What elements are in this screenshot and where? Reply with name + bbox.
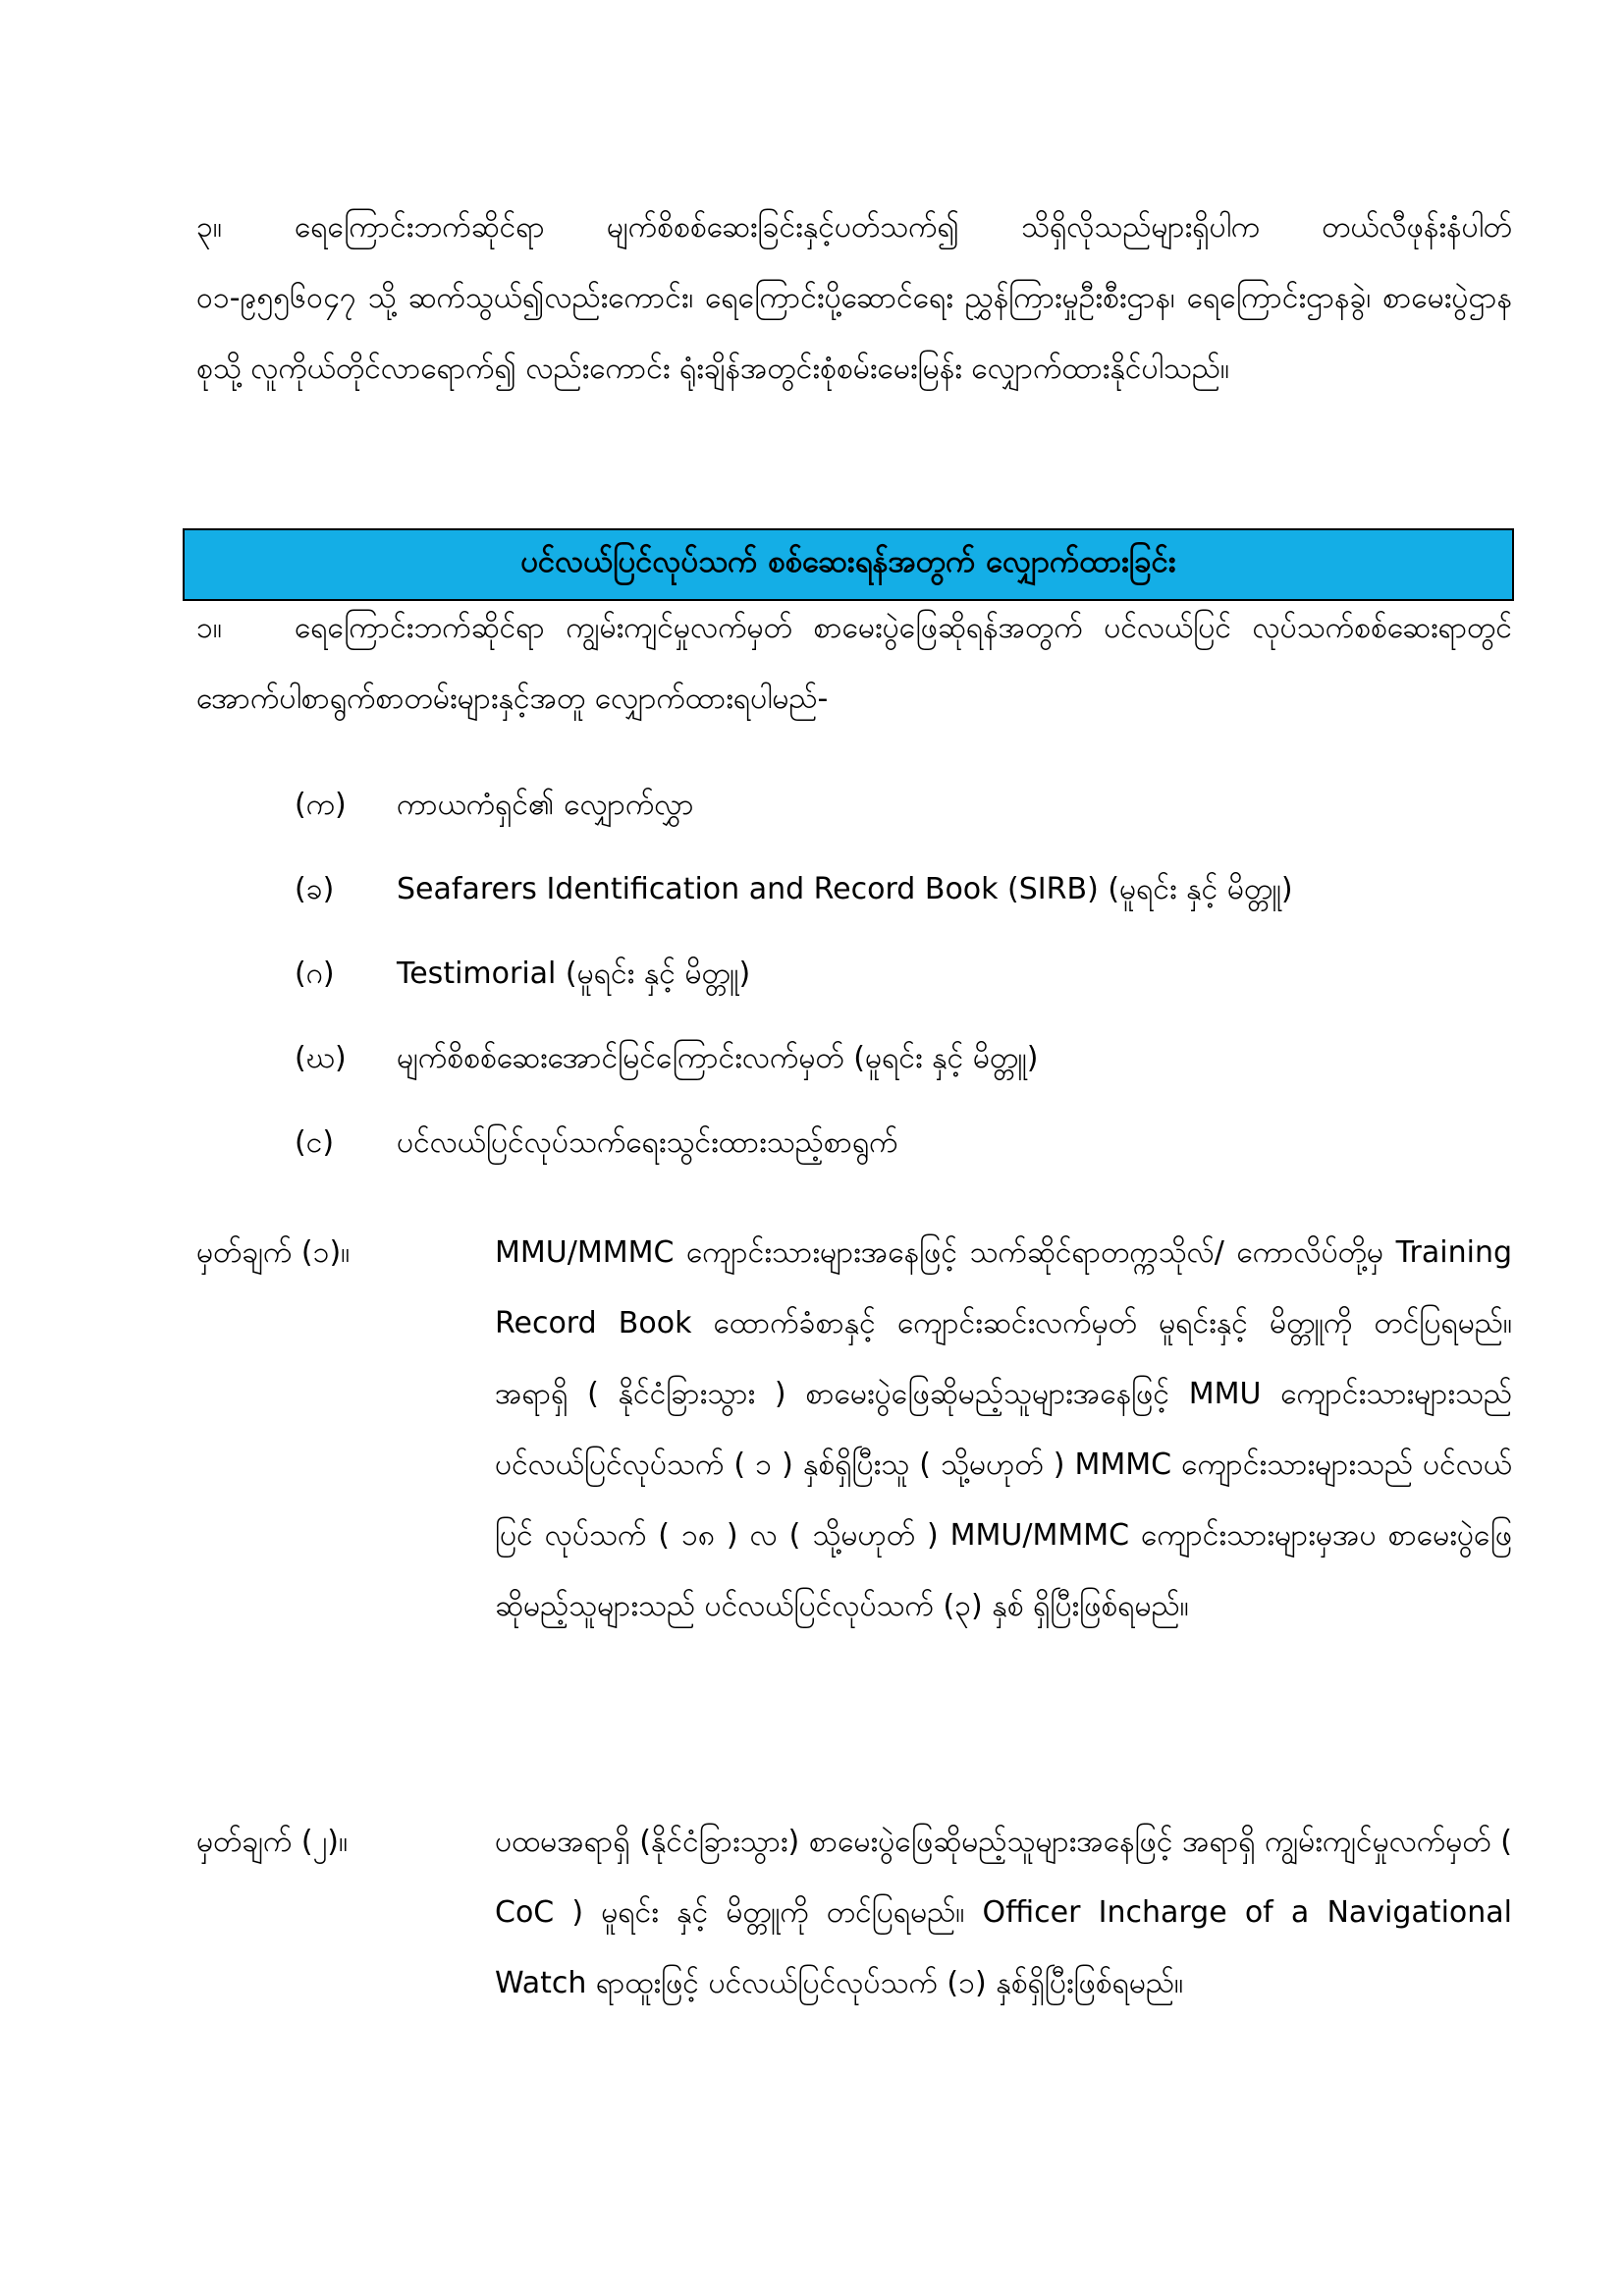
list-item — [295, 933, 1512, 1017]
section-heading — [183, 528, 1514, 601]
note-label: မှတ်ချက် (၁)။ — [196, 1235, 351, 1270]
note-label: မှတ်ချက် (၂)။ — [196, 1825, 349, 1859]
section-heading-title: ပင်လယ်ပြင်လုပ်သက် စစ်ဆေးရန်အတွက် လျှောက်ထားခြင်း — [520, 544, 1176, 579]
paragraph-text: ရေကြောင်းဘက်ဆိုင်ရာ ကျွမ်းကျင်မှုလက်မှတ် စာမေးပွဲဖြေဆိုရန်အတွက် ပင်လယ်ပြင် လုပ်သက်စစ်ဆေးရာတွင် အောက်ပါစာရွက်စာတမ်းများနှင့်အတူ လျှောက်ထားရပါမည်- — [196, 611, 1512, 716]
note-2 — [196, 1807, 1512, 2019]
requirements-paragraph — [196, 593, 1512, 735]
list-item-marker: (င) — [295, 1124, 335, 1160]
list-item-marker: (က) — [295, 787, 347, 822]
list-item-text: ကာယကံရှင်၏ လျှောက်လွှာ — [397, 787, 694, 822]
list-item — [295, 764, 1512, 848]
paragraph-number: ၁။ — [196, 611, 222, 645]
list-item-marker: (ဂ) — [295, 956, 335, 991]
note-text: MMU/MMMC ကျောင်းသားများအနေဖြင့် သက်ဆိုင်ရာတက္ကသိုလ်/ ကောလိပ်တို့မှ Training Record Book ထောက်ခံစာနှင့် ကျောင်းဆင်းလက်မှတ် မူရင်းနှင့် မိတ္တူကို တင်ပြရမည်။ အရာရှိ ( နိုင်ငံခြားသွား ) စာမေးပွဲဖြေဆိုမည့်သူများအနေဖြင့် MMU ကျောင်းသားများသည် ပင်လယ်ပြင်လုပ်သက် ( ၁ ) နှစ်ရှိပြီးသူ ( သို့မဟုတ် ) MMMC ကျောင်းသားများသည် ပင်လယ်ပြင် လုပ်သက် ( ၁၈ ) လ ( သို့မဟုတ် ) MMU/MMMC ကျောင်းသားများမှအပ စာမေးပွဲဖြေဆိုမည့်သူများသည် ပင်လယ်ပြင်လုပ်သက် (၃) နှစ် ရှိပြီးဖြစ်ရမည်။ — [495, 1235, 1512, 1623]
note-1 — [196, 1218, 1512, 1642]
list-item-marker: (ခ) — [295, 871, 335, 906]
list-item-text: မျက်စိစစ်ဆေးအောင်မြင်ကြောင်းလက်မှတ် (မူရင်း နှင့် မိတ္တူ) — [397, 1040, 1039, 1075]
list-item-text: Seafarers Identification and Record Book (SIRB) (မူရင်း နှင့် မိတ္တူ) — [397, 871, 1293, 906]
documents-list — [295, 764, 1512, 1186]
note-text: ပထမအရာရှိ (နိုင်ငံခြားသွား) စာမေးပွဲဖြေဆိုမည့်သူများအနေဖြင့် အရာရှိ ကျွမ်းကျင်မှုလက်မှတ် ( CoC ) မူရင်း နှင့် မိတ္တူကို တင်ပြရမည်။ Officer Incharge of a Navigational Watch ရာထူးဖြင့် ပင်လယ်ပြင်လုပ်သက် (၁) နှစ်ရှိပြီးဖြစ်ရမည်။ — [495, 1825, 1512, 2000]
list-item-text: Testimorial (မူရင်း နှင့် မိတ္တူ) — [397, 956, 751, 991]
list-item — [295, 1017, 1512, 1102]
paragraph-text: ရေကြောင်းဘက်ဆိုင်ရာ မျက်စိစစ်ဆေးခြင်းနှင့်ပတ်သက်၍ သိရှိလိုသည်များရှိပါက တယ်လီဖုန်းနံပါတ် ၀၁-၉၅၅၆၀၄၇ သို့ ဆက်သွယ်၍လည်းကောင်း၊ ရေကြောင်းပို့ဆောင်ရေး ညွှန်ကြားမှုဦးစီးဌာန၊ ရေကြောင်းဌာနခွဲ၊ စာမေးပွဲဌာနစုသို့ လူကိုယ်တိုင်လာရောက်၍ လည်းကောင်း ရုံးချိန်အတွင်းစုံစမ်းမေးမြန်း လျှောက်ထားနိုင်ပါသည်။ — [196, 210, 1512, 386]
list-item — [295, 1102, 1512, 1186]
list-item — [295, 848, 1512, 933]
paragraph-number: ၃။ — [196, 210, 222, 245]
list-item-marker: (ဃ) — [295, 1040, 347, 1075]
contact-paragraph — [196, 192, 1512, 405]
list-item-text: ပင်လယ်ပြင်လုပ်သက်ရေးသွင်းထားသည့်စာရွက် — [397, 1124, 898, 1160]
